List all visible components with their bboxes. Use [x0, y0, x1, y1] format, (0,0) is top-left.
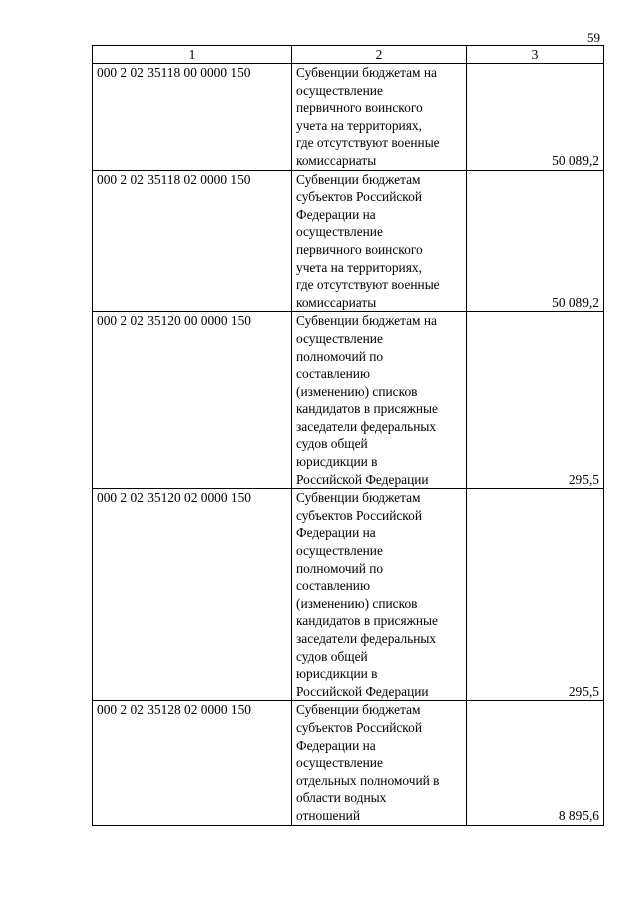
table-header-row [93, 46, 604, 64]
table-row [93, 64, 604, 171]
budget-code-cell: 000 2 02 35120 00 0000 150 [93, 312, 292, 489]
description-cell: Субвенции бюджетам субъектов Российской Федерации на осуществление полномочий по составлению (изменению) списков кандидатов в присяжные заседатели федеральных судов общей юрисдикции в Российской Федерации [292, 489, 467, 701]
amount-cell: 295,5 [467, 312, 604, 489]
amount-cell: 50 089,2 [467, 64, 604, 171]
column-header-1: 1 [93, 46, 292, 64]
description-cell: Субвенции бюджетам субъектов Российской Федерации на осуществление отдельных полномочий в области водных отношений [292, 701, 467, 825]
table-row [93, 489, 604, 701]
table-row [93, 170, 604, 312]
description-cell: Субвенции бюджетам субъектов Российской Федерации на осуществление первичного воинского учета на территориях, где отсутствуют военные комиссариаты [292, 170, 467, 312]
budget-code-cell: 000 2 02 35118 02 0000 150 [93, 170, 292, 312]
amount-cell: 8 895,6 [467, 701, 604, 825]
column-header-3: 3 [467, 46, 604, 64]
budget-code-cell: 000 2 02 35118 00 0000 150 [93, 64, 292, 171]
table-row [93, 701, 604, 825]
budget-code-cell: 000 2 02 35128 02 0000 150 [93, 701, 292, 825]
amount-cell: 50 089,2 [467, 170, 604, 312]
amount-cell: 295,5 [467, 489, 604, 701]
description-cell: Субвенции бюджетам на осуществление первичного воинского учета на территориях, где отсутствуют военные комиссариаты [292, 64, 467, 171]
page-number: 59 [587, 30, 600, 45]
budget-table [92, 45, 604, 826]
table-row [93, 312, 604, 489]
column-header-2: 2 [292, 46, 467, 64]
description-cell: Субвенции бюджетам на осуществление полномочий по составлению (изменению) списков кандидатов в присяжные заседатели федеральных судов общей юрисдикции в Российской Федерации [292, 312, 467, 489]
budget-code-cell: 000 2 02 35120 02 0000 150 [93, 489, 292, 701]
